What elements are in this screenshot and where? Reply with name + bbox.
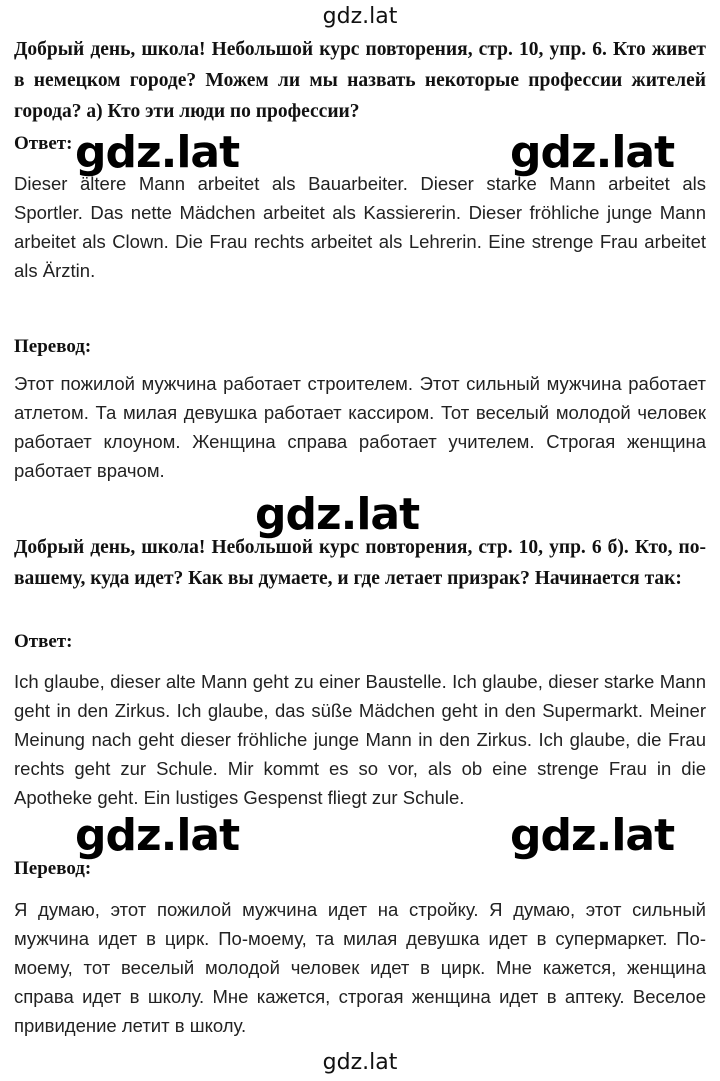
- watermark-logo: gdz.lat: [75, 810, 240, 861]
- exercise-2-translation-label: Перевод:: [14, 858, 92, 879]
- exercise-2-question: Добрый день, школа! Небольшой курс повторения, стр. 10, упр. 6 б). Кто, по-вашему, куда идет? Как вы думаете, и где летает призрак? Начинается так:: [14, 537, 706, 589]
- exercise-2-translation: Я думаю, этот пожилой мужчина идет на стройку. Я думаю, этот сильный мужчина идет в цирк. По-моему, та милая девушка идет в супермаркет. По-моему, тот веселый молодой человек идет в цирк. Мне кажется, женщина справа идет в школу. Мне кажется, строгая женщина идет в аптеку. Веселое привидение летит в школу.: [14, 899, 706, 1036]
- exercise-1-translation: Этот пожилой мужчина работает строителем. Этот сильный мужчина работает атлетом. Та милая девушка работает кассиром. Тот веселый молодой человек работает клоуном. Женщина справа работает учителем. Строгая женщина работает врачом.: [14, 373, 706, 481]
- exercise-1-translation-label: Перевод:: [14, 336, 92, 357]
- site-header: gdz.lat: [322, 4, 398, 29]
- site-footer: gdz.lat: [322, 1050, 398, 1075]
- exercise-1-question: Добрый день, школа! Небольшой курс повторения, стр. 10, упр. 6. Кто живет в немецком городе? Можем ли мы назвать некоторые профессии жителей города? а) Кто эти люди по профессии?: [14, 39, 706, 122]
- exercise-1-answer-label: Ответ:: [14, 133, 73, 154]
- exercise-1-answer: Dieser ältere Mann arbeitet als Bauarbeiter. Dieser starke Mann arbeitet als Sportler. Das nette Mädchen arbeitet als Kassiererin. Dieser fröhliche junge Mann arbeitet als Clown. Die Frau rechts arbeitet als Lehrerin. Eine strenge Frau arbeitet als Ärztin.: [14, 173, 706, 281]
- exercise-2-answer: Ich glaube, dieser alte Mann geht zu einer Baustelle. Ich glaube, dieser starke Mann geht in den Zirkus. Ich glaube, das süße Mädchen geht in den Supermarkt. Meiner Meinung nach geht dieser fröhliche junge Mann in den Zirkus. Ich glaube, die Frau rechts geht zur Schule. Mir kommt es so vor, als ob eine strenge Frau in die Apotheke geht. Ein lustiges Gespenst fliegt zur Schule.: [14, 671, 706, 808]
- exercise-2-answer-label: Ответ:: [14, 631, 73, 652]
- watermark-logo: gdz.lat: [510, 810, 675, 861]
- watermark-logo: gdz.lat: [255, 489, 420, 540]
- watermark-logo: gdz.lat: [510, 127, 675, 178]
- watermark-logo: gdz.lat: [75, 127, 240, 178]
